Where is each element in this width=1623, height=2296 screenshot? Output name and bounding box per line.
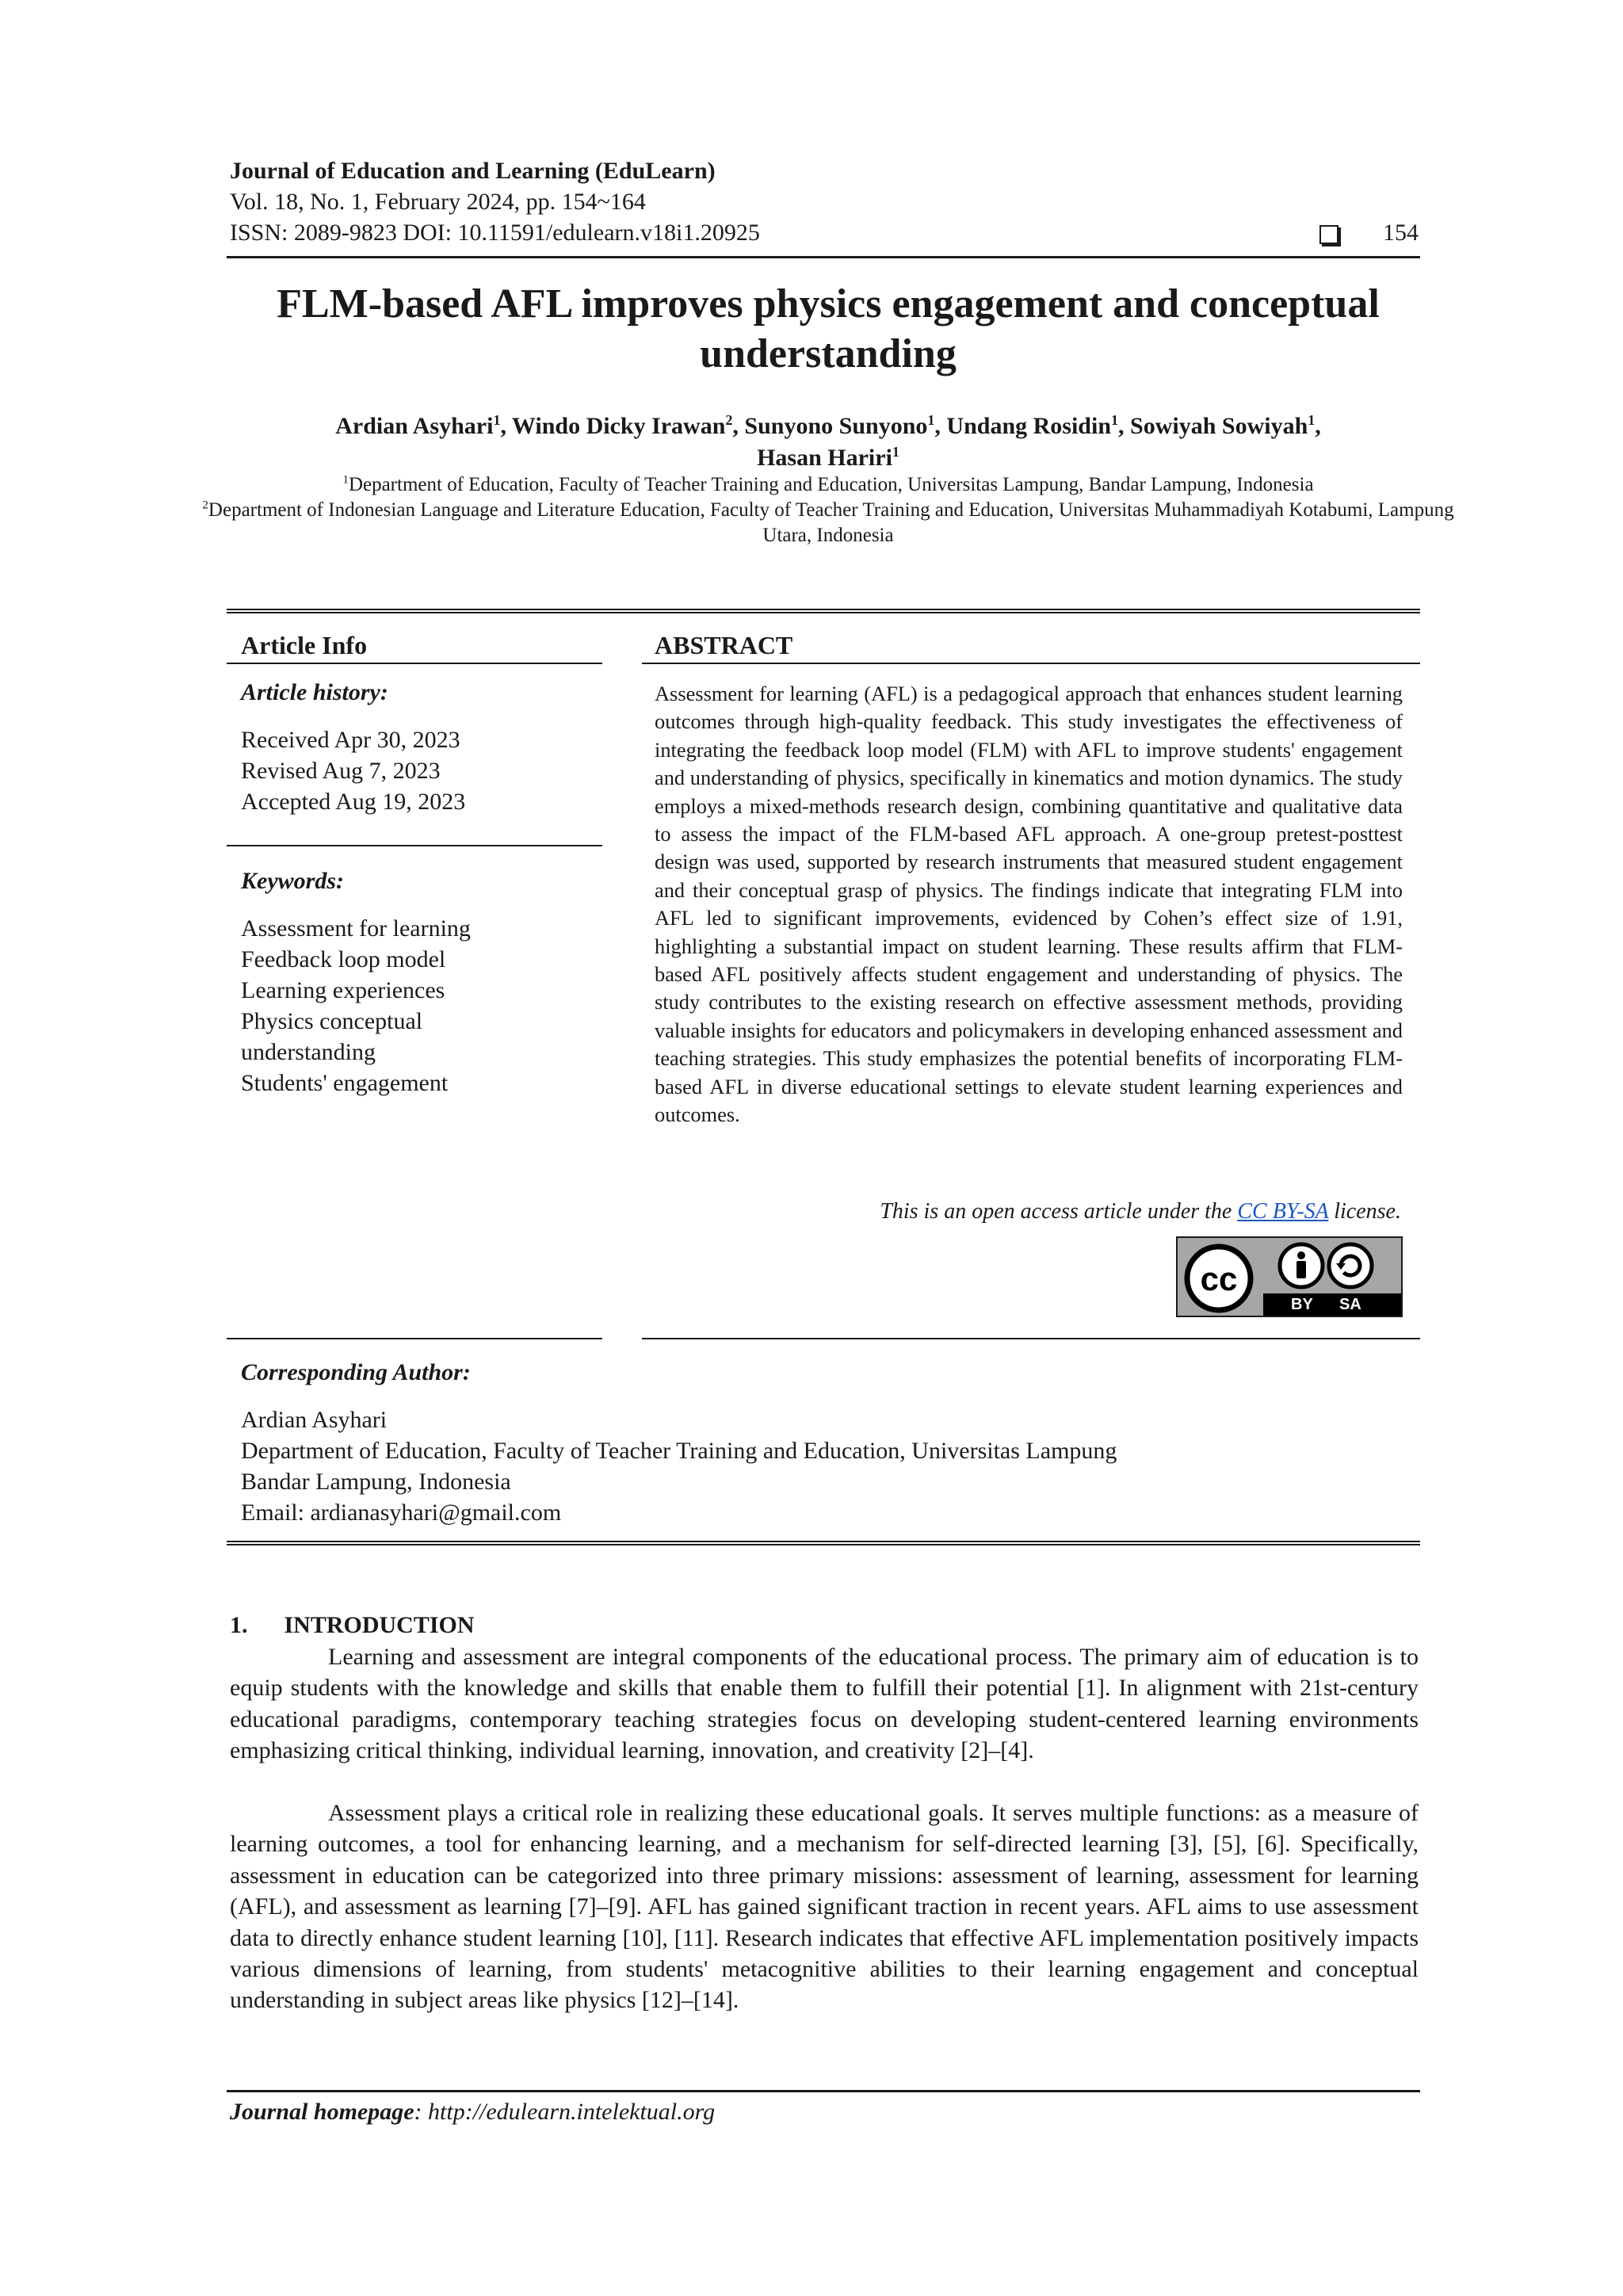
homepage-url[interactable]: http://edulearn.intelektual.org [428,2099,716,2125]
abstract-bottom-rule [642,1338,1420,1339]
attribution-icon [1280,1244,1323,1287]
square-bullet-icon [1319,225,1338,244]
cc-by-sa-badge[interactable] [1176,1236,1403,1317]
author: Undang Rosidin$^1$, [946,412,1131,439]
keyword: Feedback loop model [241,946,446,972]
keywords-heading: Keywords: [241,868,344,894]
author: Ardian Asyhari$^1$, [335,412,512,439]
author: Hasan Hariri$^1$ [757,444,899,471]
keyword-list [241,913,471,1098]
corresponding-location: Bandar Lampung, Indonesia [241,1469,511,1495]
history-item: Received Apr 30, 2023 [241,727,460,753]
corresponding-email: Email: ardianasyhari@gmail.com [241,1499,562,1526]
article-info-rule [227,663,602,664]
author: Windo Dicky Irawan$^2$, [511,412,745,439]
article-info-heading: Article Info [241,631,368,659]
journal-issn-doi: ISSN: 2089-9823 DOI: 10.11591/edulearn.v18i1.20925 [230,220,760,246]
history-item: Revised Aug 7, 2023 [241,758,441,784]
abstract-heading: ABSTRACT [655,631,793,659]
badge-by-label: BY [1291,1296,1313,1313]
affiliation: $^2$Department of Indonesian Language and Literature Education, Faculty of Teacher Training and Education, Universitas Muhammadiyah Kotabumi, Lampung Utara, Indonesia [202,499,1454,546]
keywords-rule [227,1338,602,1339]
abstract-rule [642,663,1420,664]
history-rule [227,845,602,846]
corresponding-details [241,1404,1117,1528]
keyword: understanding [241,1039,376,1065]
history-item: Accepted Aug 19, 2023 [241,789,466,815]
section-title: INTRODUCTION [284,1612,475,1638]
intro-paragraph-1: Learning and assessment are integral components of the educational process. The primary aim of education is to equip students with the knowledge and skills that enable them to fulfill their potential [1]. In alignment with 21st-century educational paradigms, contemporary teaching strategies focus on developing student-centered learning environments emphasizing critical thinking, individual learning, innovation, and creativity [2]–[4]. [230,1644,1419,1764]
journal-header [230,155,1419,248]
license-link[interactable]: CC BY-SA [1237,1199,1329,1224]
header-rule [227,256,1420,258]
keyword: Assessment for learning [241,915,471,942]
author-list [198,411,1458,474]
footer-rule [227,2090,1420,2092]
journal-name: Journal of Education and Learning (EduLearn) [230,158,716,184]
page-number: 154 [1383,220,1419,246]
abstract-text: Assessment for learning (AFL) is a pedagogical approach that enhances student learning outcomes through high-quality feedback. This study investigates the effectiveness of integrating the feedback loop model (FLM) with AFL to improve students' engagement and understanding of physics, specifically in kinematics and motion dynamics. The study employs a mixed-methods research design, combining quantitative and qualitative data to assess the impact of the FLM-based AFL approach. A one-group pretest-posttest design was used, supported by research instruments that measured student engagement and their conceptual grasp of physics. The findings indicate that integrating FLM into AFL led to significant improvements, evidenced by Cohen’s effect size of 1.91, highlighting a substantial impact on student learning. These results affirm that FLM-based AFL positively affects student engagement and understanding of physics. The study contributes to the existing research on effective assessment methods, providing valuable insights for educators and policymakers in developing enhanced assessment and teaching strategies. This study emphasizes the potential benefits of incorporating FLM-based AFL in diverse educational settings to elevate student learning experiences and outcomes. [655,682,1403,1127]
corresponding-department: Department of Education, Faculty of Teacher Training and Education, Universitas Lampung [241,1438,1117,1464]
share-alike-icon [1329,1244,1372,1287]
info-bottom-rule [227,1541,1420,1545]
history-heading: Article history: [241,679,388,705]
affiliation-list [198,472,1458,548]
author: Sunyono Sunyono$^1$, [744,412,947,439]
history-list [241,724,465,817]
badge-sa-label: SA [1339,1296,1361,1313]
journal-volume: Vol. 18, No. 1, February 2024, pp. 154~164 [230,189,646,215]
homepage-label: Journal homepage [230,2099,414,2125]
license-note: This is an open access article under the CC BY-SA license. [880,1199,1401,1224]
keyword: Students' engagement [241,1070,449,1096]
keyword: Learning experiences [241,977,445,1003]
keyword: Physics conceptual [241,1008,423,1034]
intro-paragraph-2: Assessment plays a critical role in realizing these educational goals. It serves multiple functions: as a measure of learning outcomes, a tool for enhancing learning, and a mechanism for self-directed learning [3], [5], [6]. Specifically, assessment in education can be categorized into three primary missions: assessment of learning, assessment for learning (AFL), and assessment as learning [7]–[9]. AFL has gained significant traction in recent years. AFL aims to use assessment data to directly enhance student learning [10], [11]. Research indicates that effective AFL implementation positively impacts various dimensions of learning, from students' metacognitive abilities to their learning engagement and conceptual understanding in subject areas like physics [12]–[14]. [230,1800,1419,2014]
badge-label-bar [1263,1293,1401,1316]
section-heading [230,1610,475,1641]
section-number: 1. [230,1612,248,1638]
journal-homepage: Journal homepage: http://edulearn.intelektual.org [230,2099,716,2125]
paper-title: FLM-based AFL improves physics engagement and conceptual understanding [277,281,1380,376]
corresponding-name: Ardian Asyhari [241,1407,388,1433]
svg-text:cc: cc [1200,1260,1238,1297]
info-top-rule [227,609,1420,613]
author: Sowiyah Sowiyah$^1$, [1130,412,1321,439]
affiliation: $^1$Department of Education, Faculty of Teacher Training and Education, Universitas Lampung, Bandar Lampung, Indonesia [342,473,1314,495]
corresponding-heading: Corresponding Author: [241,1359,471,1385]
